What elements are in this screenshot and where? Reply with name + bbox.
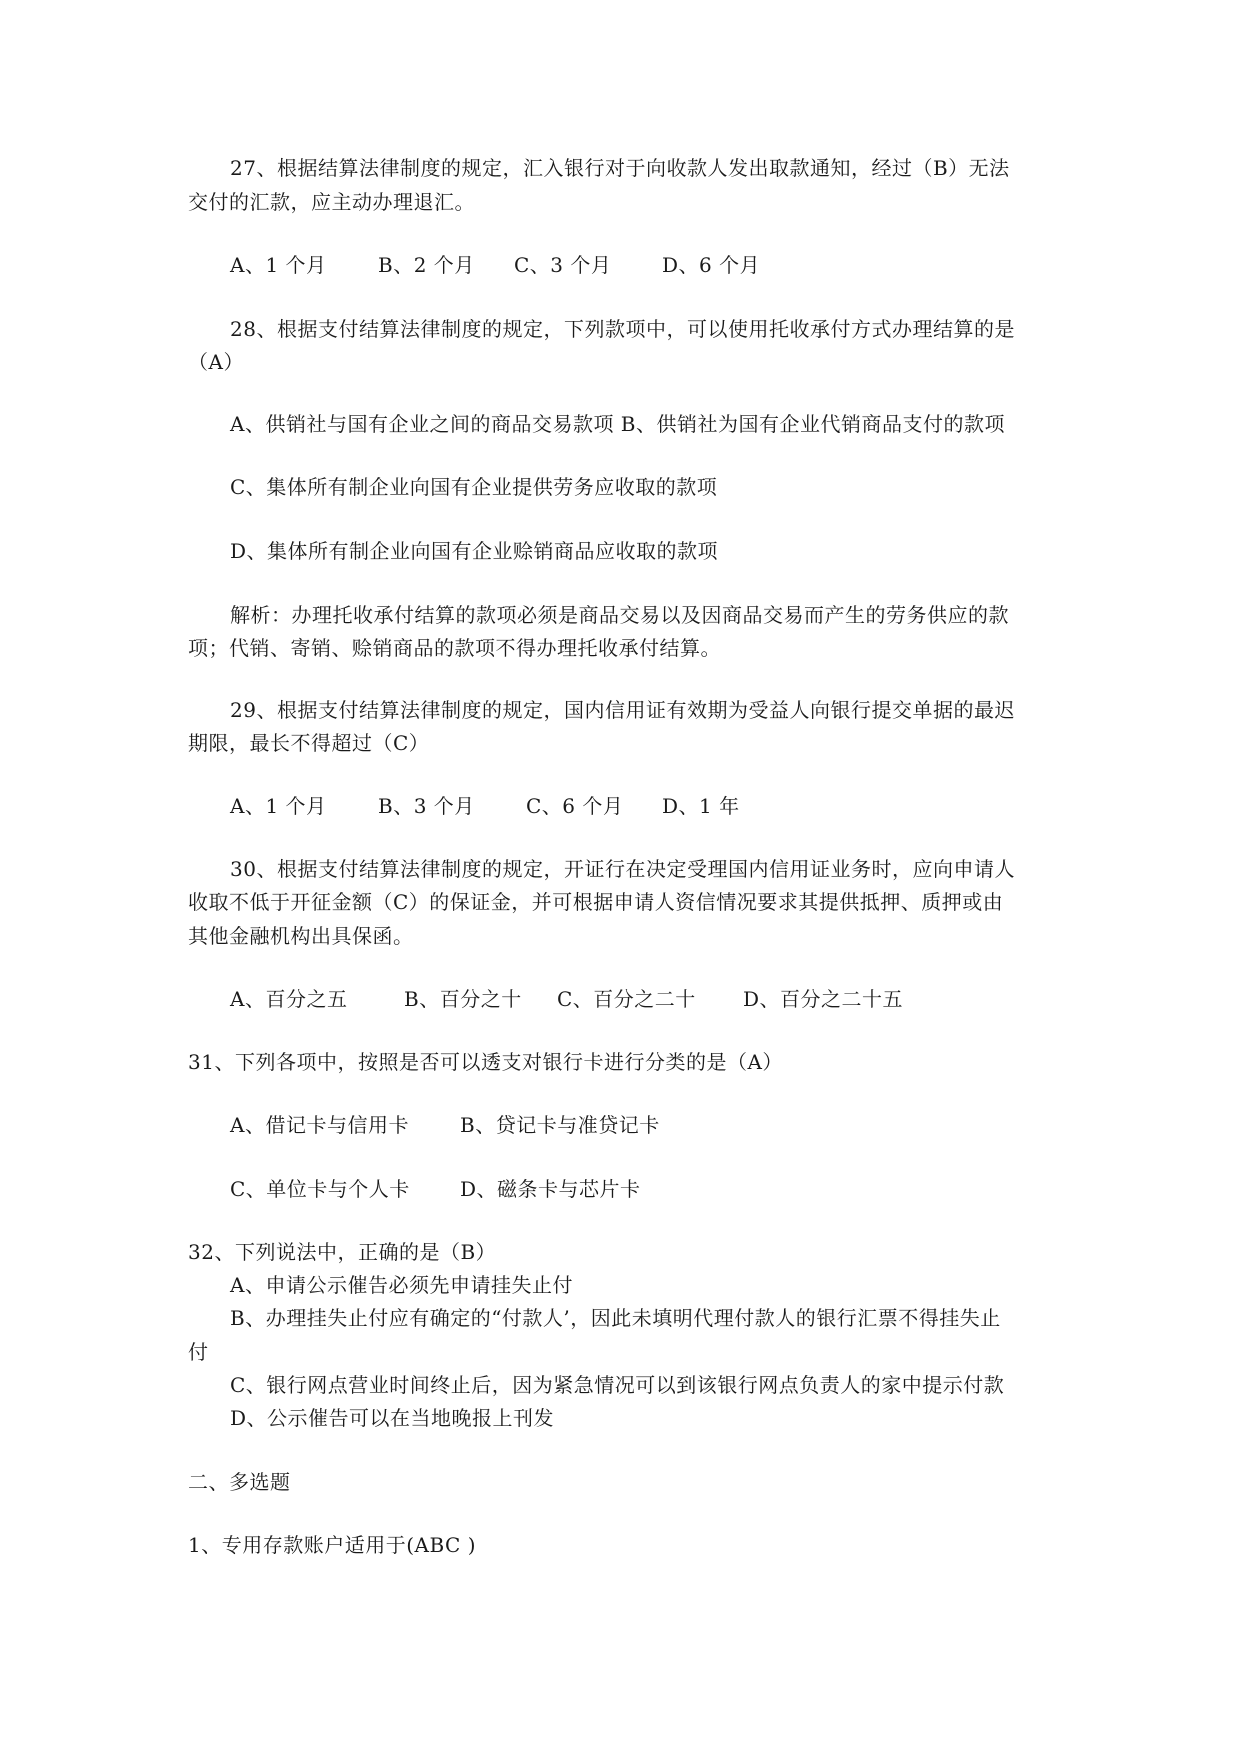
q29-line2: 期限，最长不得超过（C） (188, 731, 430, 755)
q28-option-ab: A、供销社与国有企业之间的商品交易款项 B、供销社为国有企业代销商品支付的款项 (230, 412, 1005, 436)
q27-line2: 交付的汇款，应主动办理退汇。 (188, 190, 475, 214)
q28-option-c: C、集体所有制企业向国有企业提供劳务应收取的款项 (230, 475, 718, 499)
q30-line1: 30、根据支付结算法律制度的规定，开证行在决定受理国内信用证业务时，应向申请人 (230, 857, 1015, 881)
q31-option-c: C、单位卡与个人卡 (230, 1177, 410, 1201)
q29-option-c: C、6 个月 (526, 794, 624, 818)
q28-analysis-line1: 解析：办理托收承付结算的款项必须是商品交易以及因商品交易而产生的劳务供应的款 (230, 603, 1009, 627)
q32-line1: 32、下列说法中，正确的是（B） (188, 1240, 497, 1264)
q27-option-c: C、3 个月 (514, 253, 612, 277)
q30-line3: 其他金融机构出具保函。 (188, 924, 414, 948)
q30-option-a: A、百分之五 (230, 987, 348, 1011)
q30-line2: 收取不低于开征金额（C）的保证金，并可根据申请人资信情况要求其提供抵押、质押或由 (188, 890, 1004, 914)
q28-line1: 28、根据支付结算法律制度的规定，下列款项中，可以使用托收承付方式办理结算的是 (230, 317, 1015, 341)
q28-option-d: D、集体所有制企业向国有企业赊销商品应收取的款项 (230, 539, 719, 563)
q30-option-b: B、百分之十 (404, 987, 522, 1011)
multi-q1-line1: 1、专用存款账户适用于(ABC ) (188, 1533, 477, 1557)
q32-option-d: D、公示催告可以在当地晚报上刊发 (230, 1406, 555, 1430)
q29-option-a: A、1 个月 (230, 794, 327, 818)
q32-option-b-line1: B、办理挂失止付应有确定的“付款人’，因此未填明代理付款人的银行汇票不得挂失止 (230, 1306, 1001, 1330)
q32-option-c: C、银行网点营业时间终止后，因为紧急情况可以到该银行网点负责人的家中提示付款 (230, 1373, 1005, 1397)
q31-option-b: B、贷记卡与准贷记卡 (460, 1113, 660, 1137)
q32-option-a: A、申请公示催告必须先申请挂失止付 (230, 1273, 573, 1297)
q29-option-d: D、1 年 (662, 794, 740, 818)
q29-line1: 29、根据支付结算法律制度的规定，国内信用证有效期为受益人向银行提交单据的最迟 (230, 698, 1015, 722)
q30-option-d: D、百分之二十五 (743, 987, 904, 1011)
q31-option-a: A、借记卡与信用卡 (230, 1113, 409, 1137)
q31-line1: 31、下列各项中，按照是否可以透支对银行卡进行分类的是（A） (188, 1050, 783, 1074)
q28-line2: （A） (188, 350, 244, 374)
q27-option-a: A、1 个月 (230, 253, 327, 277)
section-heading: 二、多选题 (188, 1470, 291, 1494)
q31-option-d: D、磁条卡与芯片卡 (460, 1177, 641, 1201)
q30-option-c: C、百分之二十 (557, 987, 696, 1011)
q27-line1: 27、根据结算法律制度的规定，汇入银行对于向收款人发出取款通知，经过（B）无法 (230, 156, 1010, 180)
q28-analysis-line2: 项；代销、寄销、赊销商品的款项不得办理托收承付结算。 (188, 636, 721, 660)
q29-option-b: B、3 个月 (378, 794, 475, 818)
q32-option-b-line2: 付 (188, 1340, 209, 1364)
q27-option-b: B、2 个月 (378, 253, 475, 277)
q27-option-d: D、6 个月 (662, 253, 761, 277)
